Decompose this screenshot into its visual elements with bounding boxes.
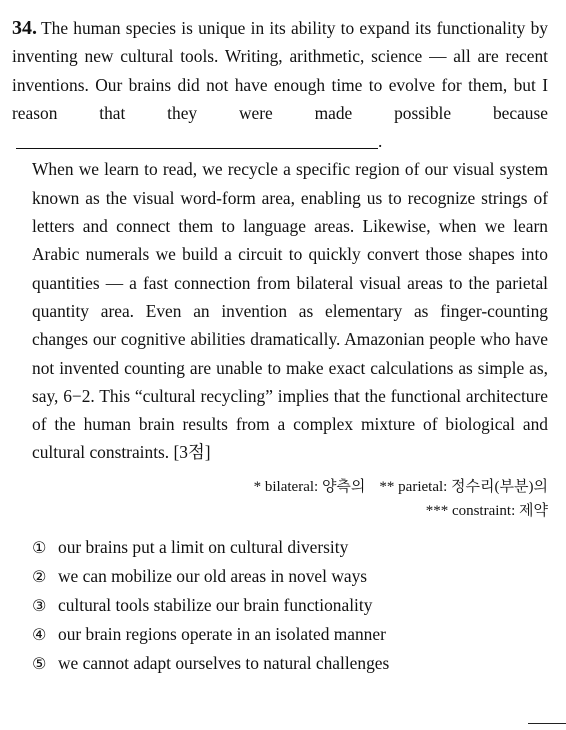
body-text: When we learn to read, we recycle a specific region of our visual system known as the visual word-form area, enabling us to recognize strings of letters and connect them to language areas. Likewise, when we learn Arabic numerals we build a circuit to quickly convert those shapes into quantities — a fast connection from bilateral visual areas to the parietal quantity area. Even an invention as elementary as finger-counting changes our cognitive abilities dramatically. Amazonian people who have not invented counting are unable to make exact calculations as simple as, say, 6−2. This “cultural recycling” implies that the functional architecture of the human brain results from a complex mixture of biological and cultural constraints. [32, 159, 548, 463]
option-2-number: ② [32, 566, 47, 586]
question-number: 34. [12, 17, 37, 39]
answer-blank [16, 130, 378, 149]
option-3-number: ③ [32, 595, 47, 615]
option-5-text: we cannot adapt ourselves to natural challenges [58, 652, 390, 673]
answer-options [12, 533, 548, 678]
page-edge-rule [528, 723, 566, 724]
glossary-constraint: *** constraint: 제약 [425, 502, 548, 519]
option-1-text: our brains put a limit on cultural diversity [58, 536, 349, 557]
option-5[interactable] [32, 649, 548, 678]
question-intro [12, 14, 548, 155]
glossary-bilateral: * bilateral: 양측의 [253, 478, 366, 495]
option-5-number: ⑤ [32, 653, 47, 673]
option-1-number: ① [32, 537, 47, 557]
glossary-line-2 [12, 499, 548, 523]
option-3[interactable] [32, 591, 548, 620]
blank-period: . [378, 131, 383, 152]
option-4[interactable] [32, 620, 548, 649]
question-34 [12, 14, 548, 678]
glossary-line-1 [12, 475, 548, 499]
passage-body [12, 155, 548, 466]
option-1[interactable] [32, 533, 548, 562]
intro-text: The human species is unique in its ability to expand its functionality by inventing new cultural tools. Writing, arithmetic, science — all are recent inventions. Our brains did not have enough time to evolve for them, but I reason that they were made possible because [12, 18, 548, 123]
option-2-text: we can mobilize our old areas in novel ways [58, 565, 368, 586]
option-4-text: our brain regions operate in an isolated manner [58, 623, 386, 644]
glossary [12, 475, 548, 523]
glossary-parietal: ** parietal: 정수리(부분)의 [379, 478, 548, 495]
option-3-text: cultural tools stabilize our brain functionality [58, 594, 373, 615]
points-label: [3점] [173, 442, 211, 463]
option-4-number: ④ [32, 624, 47, 644]
option-2[interactable] [32, 562, 548, 591]
